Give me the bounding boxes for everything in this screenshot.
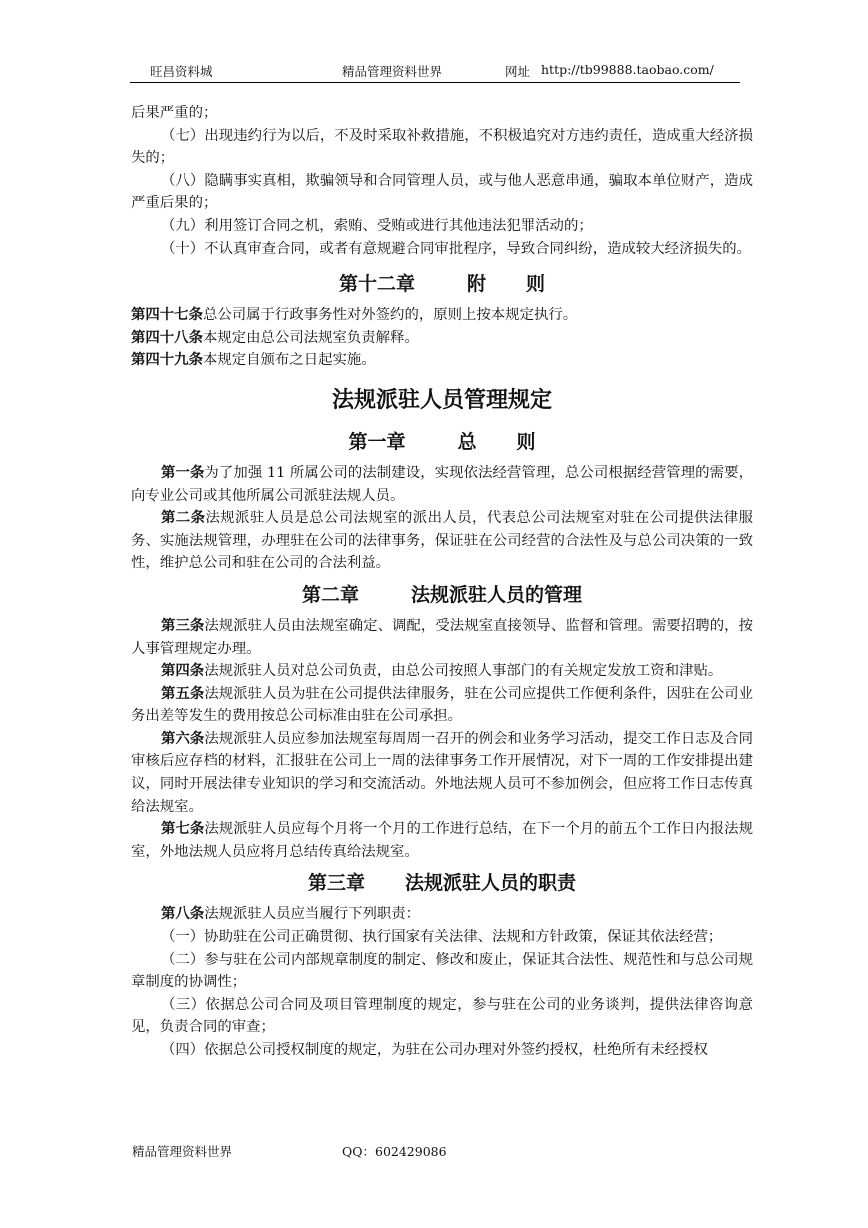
- duty-item-1: （一）协助驻在公司正确贯彻、执行国家有关法律、法规和方针政策，保证其依法经营；: [161, 929, 723, 946]
- paragraph: （九）利用签订合同之机，索贿、受贿或进行其他违法犯罪活动的；: [161, 217, 593, 234]
- chapter-heading-3: 第三章 法规派驻人员的职责: [307, 872, 577, 895]
- header-left-text: 旺昌资料城: [150, 64, 213, 79]
- duty-item-4: （四）依据总公司授权制度的规定，为驻在公司办理对外签约授权，杜绝所有未经授权: [161, 1042, 708, 1058]
- document-body: [131, 102, 753, 1062]
- article-47: 第四十七条总公司属于行政事务性对外签约的，原则上按本规定执行。: [131, 306, 578, 324]
- article-49: 第四十九条本规定自颁布之日起实施。: [131, 351, 376, 369]
- article-48: 第四十八条本规定由总公司法规室负责解释。: [131, 328, 419, 346]
- article-5: 第五条法规派驻人员为驻在公司提供法律服务，驻在公司应提供工作便利条件，因驻在公司业务出差等发生的费用按总公司标准由驻在公司承担。: [131, 684, 753, 725]
- paragraph: （七）出现违约行为以后，不及时采取补救措施，不积极追究对方违约责任，造成重大经济损失的；: [131, 127, 753, 167]
- duty-item-3: （三）依据总公司合同及项目管理制度的规定，参与驻在公司的业务谈判，提供法律咨询意见，负责合同的审查；: [131, 996, 753, 1036]
- article-7: 第七条法规派驻人员应每个月将一个月的工作进行总结，在下一个月的前五个工作日内报法规室，外地法规人员应将月总结传真给法规室。: [131, 820, 753, 860]
- article-1: 第一条为了加强 11 所属公司的法制建设，实现依法经营管理，总公司根据经营管理的需要，向专业公司或其他所属公司派驻法规人员。: [131, 463, 753, 504]
- document-title: 法规派驻人员管理规定: [331, 386, 552, 413]
- article-3: 第三条法规派驻人员由法规室确定、调配，受法规室直接领导、监督和管理。需要招聘的，按人事管理规定办理。: [131, 616, 753, 657]
- duty-item-2: （二）参与驻在公司内部规章制度的制定、修改和废止，保证其合法性、规范性和与总公司规章制度的协调性；: [131, 951, 753, 991]
- article-4: 第四条法规派驻人员对总公司负责，由总公司按照人事部门的有关规定发放工资和津贴。: [161, 662, 723, 680]
- header-url-label: 网址: [505, 64, 531, 79]
- header-divider: [130, 82, 740, 83]
- article-6: 第六条法规派驻人员应参加法规室每周周一召开的例会和业务学习活动，提交工作日志及合同审核后应存档的材料，汇报驻在公司上一周的法律事务工作开展情况，对下一周的工作安排提出建议，同时开展法律专业知识的学习和交流活动。外地法规人员可不参加例会，但应将工作日志传真给法规室。: [131, 729, 753, 815]
- chapter-heading-2: 第二章 法规派驻人员的管理: [301, 583, 583, 606]
- header-url-link[interactable]: http://tb99888.taobao.com/: [541, 62, 714, 77]
- paragraph: 后果严重的；: [131, 105, 218, 121]
- page-header: [132, 62, 738, 82]
- article-8: 第八条法规派驻人员应当履行下列职责：: [161, 905, 421, 923]
- paragraph: （八）隐瞒事实真相，欺骗领导和合同管理人员，或与他人恶意串通，骗取本单位财产，造成严重后果的；: [131, 172, 753, 212]
- header-center-text: 精品管理资料世界: [342, 64, 443, 79]
- paragraph: （十）不认真审查合同，或者有意规避合同审批程序，导致合同纠纷，造成较大经济损失的。: [161, 240, 752, 257]
- chapter-heading-1: 第一章 总 则: [348, 430, 536, 453]
- chapter-heading-12: 第十二章 附 则: [338, 273, 546, 296]
- footer-qq: QQ：602429086: [342, 1144, 447, 1159]
- article-2: 第二条法规派驻人员是总公司法规室的派出人员，代表总公司法规室对驻在公司提供法律服务、实施法规管理，办理驻在公司的法律事务，保证驻在公司经营的合法性及与总公司决策的一致性，维护总公司和驻在公司的合法利益。: [131, 509, 753, 572]
- footer-left-text: 精品管理资料世界: [132, 1144, 233, 1159]
